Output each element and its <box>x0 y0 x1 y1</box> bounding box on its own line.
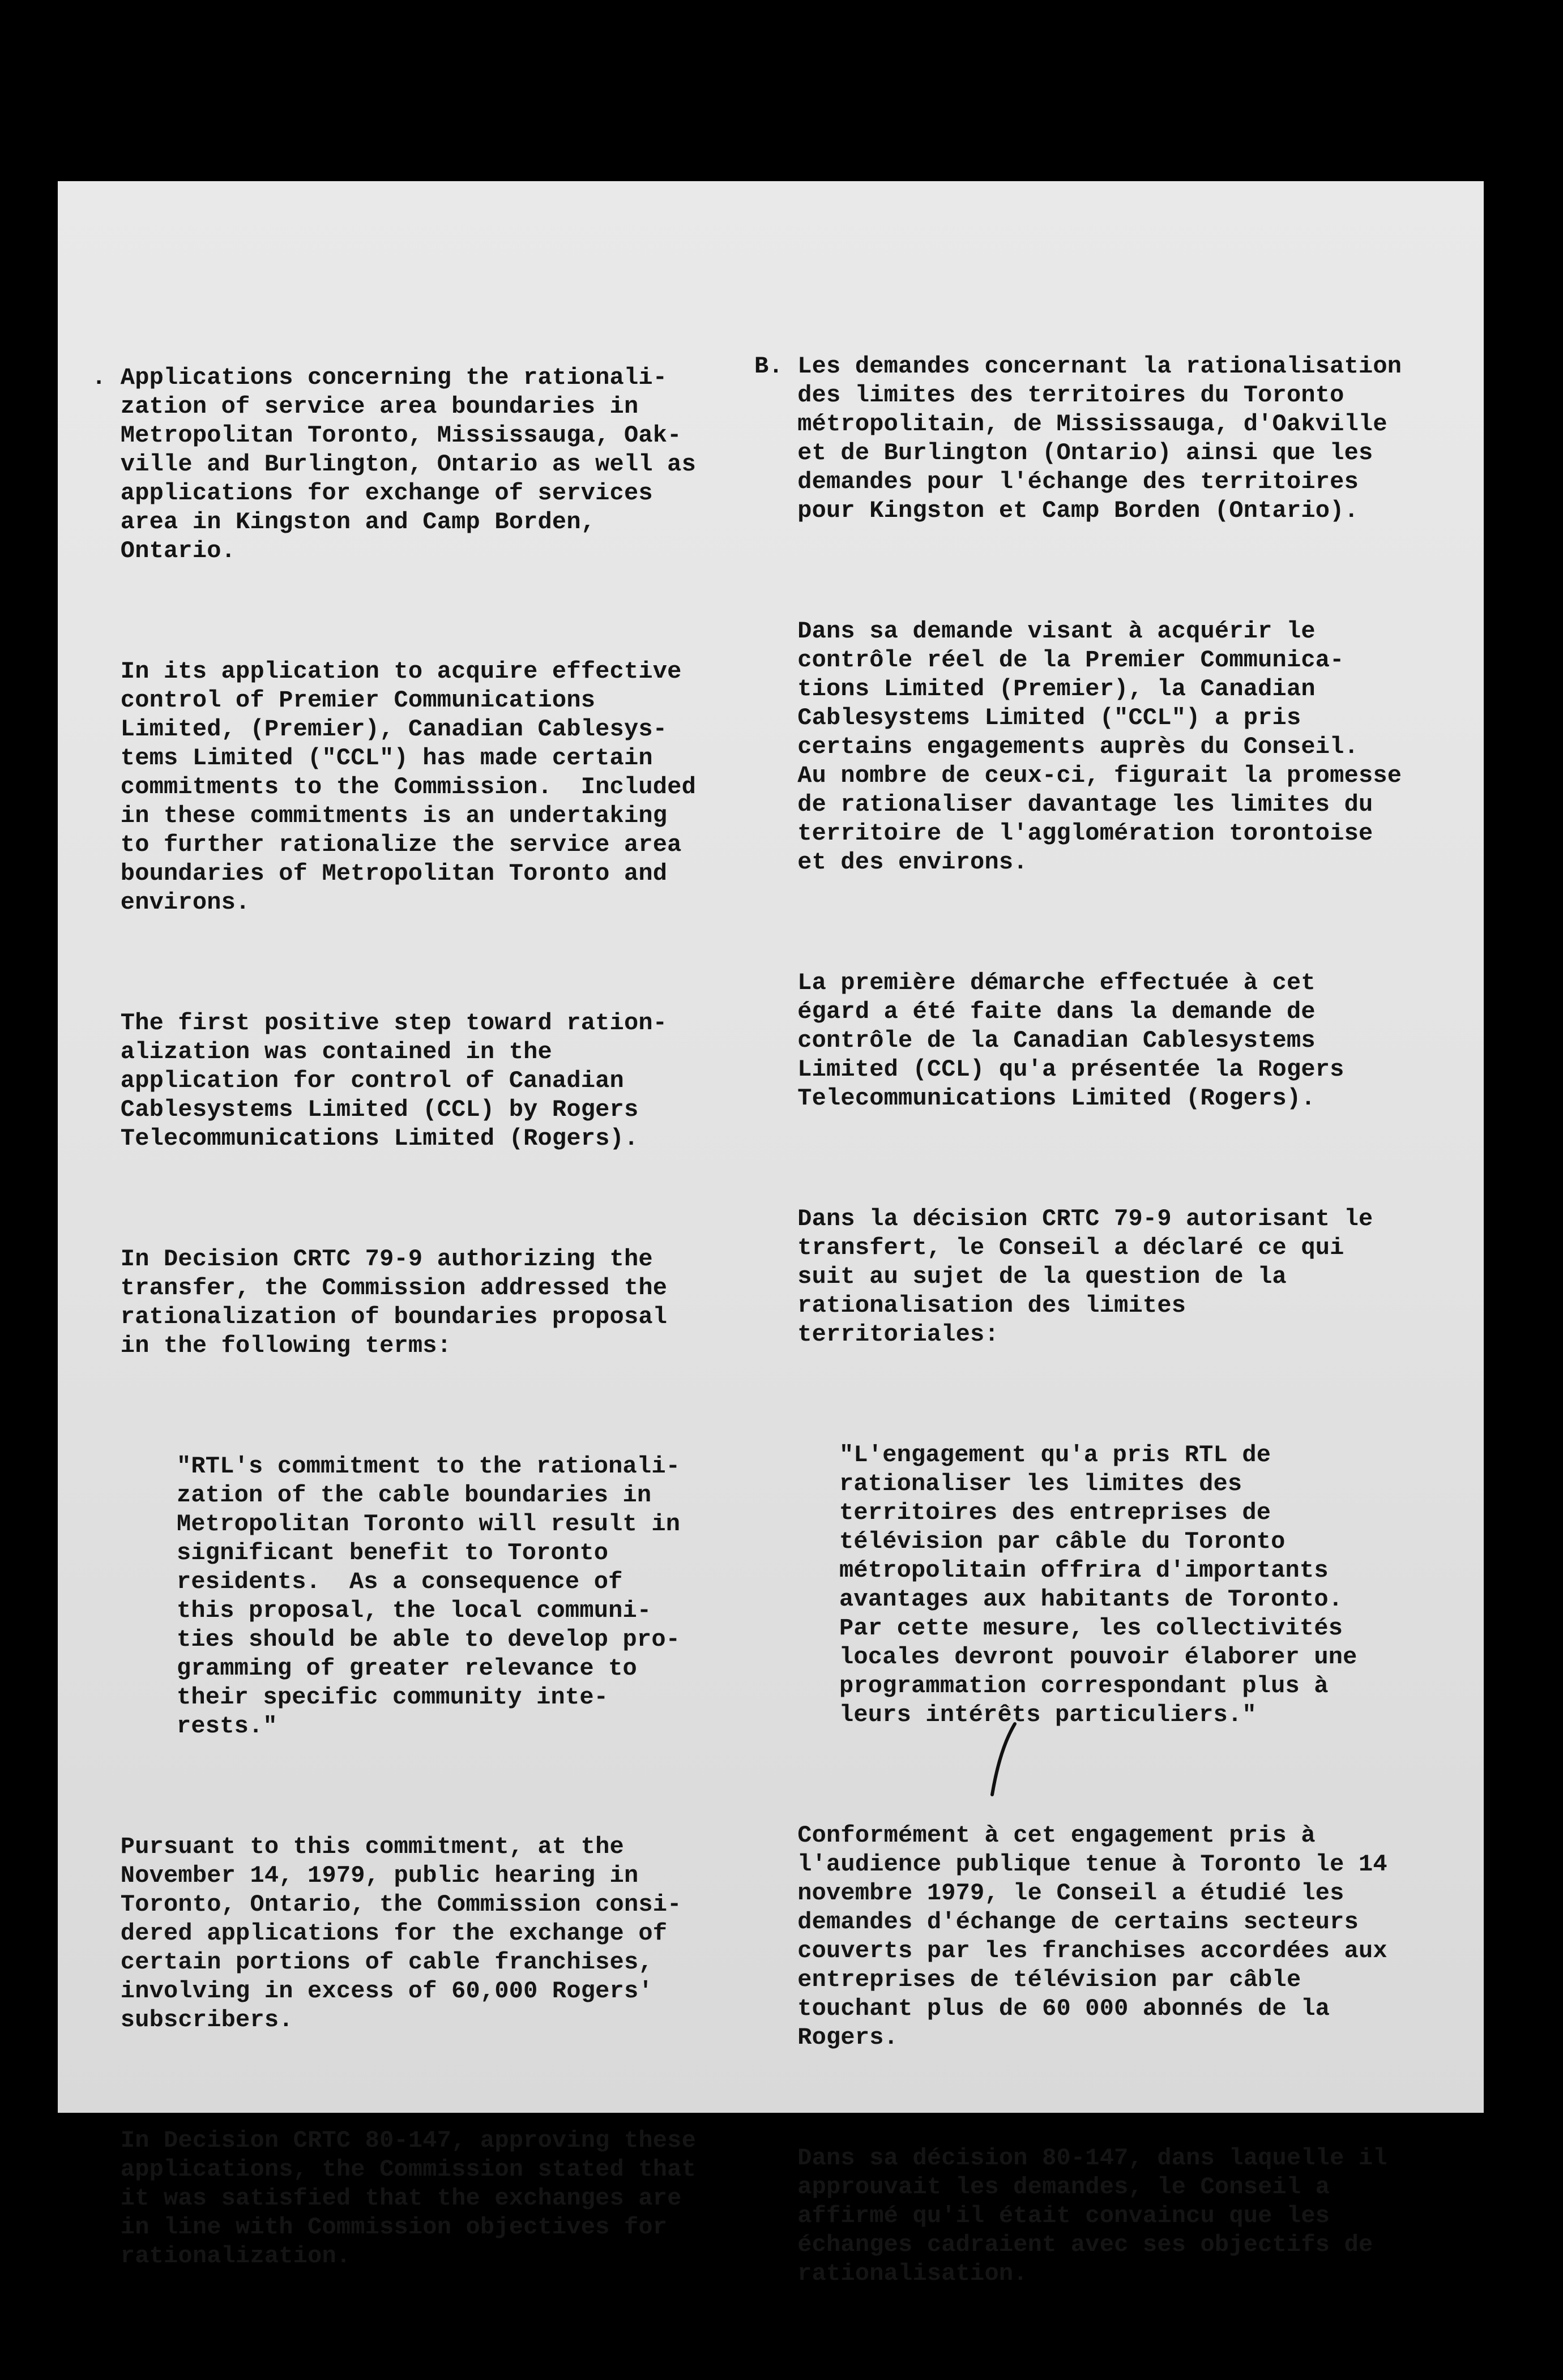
en-paragraph-5: Pursuant to this commitment, at the November 14, 1979, public hearing in Toronto, Ontario, the Commission consi- dered applications for the exchange of certain portions of cable franchises, involving in excess of 60,000 Rogers' subscribers. <box>120 1833 682 2034</box>
en-paragraph-4: In Decision CRTC 79-9 authorizing the transfer, the Commission addressed the rationalization of boundaries proposal in the following terms: <box>120 1245 668 1359</box>
en-paragraph-6: In Decision CRTC 80-147, approving these applications, the Commission stated that it was satisfied that the exchanges are in line with Commission objectives for rationalization. <box>120 2127 696 2270</box>
english-column <box>92 306 696 2362</box>
handwritten-pen-mark <box>975 1721 1026 1800</box>
en-paragraph-1: . Applications concerning the rationali- zation of service area boundaries in Metropolitan Toronto, Mississauga, Oak- ville and Burlington, Ontario as well as applications for exchange of services area in Kingston and Camp Borden, Ontario. <box>92 364 696 564</box>
en-paragraph-3: The first positive step toward ration- alization was contained in the application for control of Canadian Cablesystems Limited (CCL) by Rogers Telecommunications Limited (Rogers). <box>120 1009 668 1152</box>
fr-paragraph-1: B. Les demandes concernant la rationalisation des limites des territoires du Toronto métropolitain, de Mississauga, d'Oakville et de Burlington (Ontario) ainsi que les demandes pour l'échange des territoires pour Kingston et Camp Borden (Ontario). <box>754 353 1402 524</box>
fr-paragraph-3: La première démarche effectuée à cet égard a été faite dans la demande de contrôle de la Canadian Cablesystems Limited (CCL) qu'a présentée la Rogers Telecommunications Limited (Rogers). <box>797 969 1344 1112</box>
fr-paragraph-6: Dans sa décision 80-147, dans laquelle il approuvait les demandes, le Conseil a affirmé qu'il était convaincu que les échanges cadraient avec ses objectifs de rationalisation. <box>797 2144 1387 2287</box>
fr-paragraph-4: Dans la décision CRTC 79-9 autorisant le transfert, le Conseil a déclaré ce qui suit au sujet de la question de la rationalisation des limites territoriales: <box>797 1205 1373 1348</box>
fr-paragraph-5: Conformément à cet engagement pris à l'audience publique tenue à Toronto le 14 novembre 1979, le Conseil a étudié les demandes d'échange de certains secteurs couverts par les franchises accordées aux entreprises de télévision par câble touchant plus de 60 000 abonnés de la Rogers. <box>797 1822 1387 2051</box>
en-paragraph-2: In its application to acquire effective control of Premier Communications Limited, (Premier), Canadian Cablesys- tems Limited ("CCL") has made certain commitments to the Commission. Included in these commitments is an undertaking to further rationalize the service area boundaries of Metropolitan Toronto and environs. <box>120 658 696 916</box>
french-column <box>754 294 1402 2380</box>
document-page <box>58 181 1484 2287</box>
fr-quotation: "L'engagement qu'a pris RTL de rationaliser les limites des territoires des entreprises de télévision par câble du Toronto métropolitain offrira d'importants avantages aux habitants de Toronto. Par cette mesure, les collectivités locales devront pouvoir élaborer une programmation correspondant plus à leurs intérêts particuliers." <box>839 1441 1357 1728</box>
en-quotation: "RTL's commitment to the rationali- zation of the cable boundaries in Metropolitan Toronto will result in significant benefit to Toronto residents. As a consequence of this proposal, the local communi- ties should be able to develop pro- gramming of greater relevance to their specific community inte- rests." <box>177 1453 681 1740</box>
fr-paragraph-2: Dans sa demande visant à acquérir le contrôle réel de la Premier Communica- tions Limited (Premier), la Canadian Cablesystems Limited ("CCL") a pris certains engagements auprès du Conseil. Au nombre de ceux-ci, figurait la promesse de rationaliser davantage les limites du territoire de l'agglomération torontoise et des environs. <box>797 618 1402 876</box>
